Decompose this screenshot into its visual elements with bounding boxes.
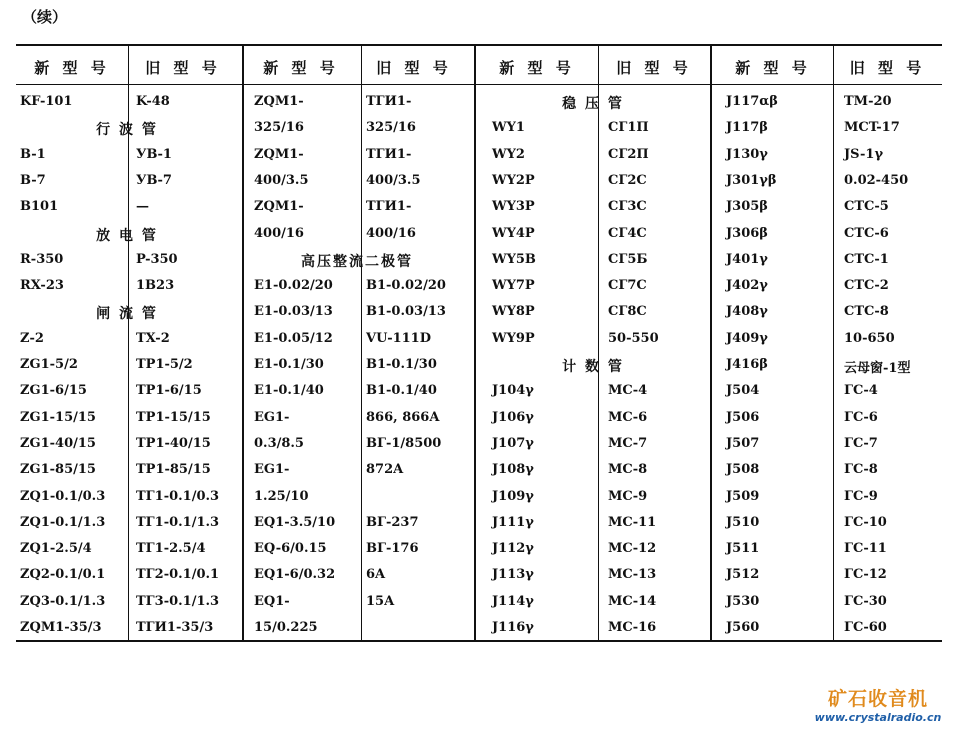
old-model-cell: TP1-15/15	[136, 409, 211, 425]
new-model-cell: J530	[726, 593, 760, 609]
old-model-cell: MC-14	[608, 593, 657, 609]
section-heading: 高压整流二极管	[301, 253, 413, 270]
old-model-cell: TГИ1-	[366, 146, 412, 162]
old-model-cell: MC-12	[608, 541, 657, 557]
new-model-cell: ZQ3-0.1/1.3	[20, 593, 106, 609]
old-model-cell: ГC-6	[844, 409, 878, 425]
new-model-cell: J117αβ	[726, 94, 778, 109]
old-model-cell: CГ2C	[608, 172, 647, 188]
old-model-cell: —	[136, 199, 149, 215]
old-model-cell: ГC-30	[844, 593, 887, 609]
old-model-cell: ГC-4	[844, 383, 878, 399]
new-model-cell: EQ-6/0.15	[254, 541, 327, 557]
old-model-cell: CГ2П	[608, 146, 649, 162]
old-model-cell: TP1-5/2	[136, 357, 193, 372]
old-model-cell: K-48	[136, 94, 170, 109]
new-model-cell: 15/0.225	[254, 620, 318, 635]
old-model-cell: 10-650	[844, 330, 895, 346]
old-model-cell: ГC-10	[844, 514, 887, 530]
new-model-cell: J508	[726, 462, 760, 478]
section-heading: 计 数 管	[562, 359, 624, 375]
old-model-cell: TP1-85/15	[136, 462, 211, 478]
header-old-model-4: 旧 型 号	[849, 59, 926, 77]
new-model-cell: J305β	[726, 199, 768, 215]
new-model-cell: ZG1-15/15	[20, 409, 96, 425]
column-divider	[361, 44, 362, 642]
section-heading: 稳 压 管	[562, 96, 624, 112]
old-model-cell: ГC-8	[844, 462, 878, 478]
new-model-cell: WY1	[492, 120, 525, 136]
new-model-cell: ZG1-40/15	[20, 435, 96, 451]
new-model-cell: RX-23	[20, 278, 64, 294]
watermark-title: 矿石收音机	[827, 688, 928, 710]
new-model-cell: ZQM1-	[254, 94, 304, 109]
old-model-cell: B1-0.1/40	[366, 383, 437, 399]
new-model-cell: ZG1-85/15	[20, 462, 96, 478]
column-divider	[474, 44, 476, 642]
new-model-cell: B-1	[20, 146, 46, 162]
column-divider	[242, 44, 244, 642]
old-model-cell: CTC-5	[844, 199, 889, 215]
old-model-cell: TP1-6/15	[136, 383, 202, 399]
new-model-cell: EG1-	[254, 409, 290, 425]
new-model-cell: ZQ2-0.1/0.1	[20, 567, 106, 583]
old-model-cell: 400/16	[366, 225, 416, 241]
new-model-cell: J560	[726, 620, 760, 635]
new-model-cell: J510	[726, 514, 760, 530]
old-model-cell: B1-0.1/30	[366, 357, 437, 372]
old-model-cell: ГC-12	[844, 567, 887, 583]
new-model-cell: J409γ	[726, 330, 768, 346]
new-model-cell: ZG1-6/15	[20, 383, 87, 399]
old-model-cell: 50-550	[608, 330, 659, 346]
old-model-cell: TГ1-0.1/0.3	[136, 488, 220, 504]
old-model-cell: MC-6	[608, 409, 648, 425]
old-model-cell: CГ5Б	[608, 251, 648, 267]
new-model-cell: WY2	[492, 146, 525, 162]
old-model-cell: 872A	[366, 462, 404, 478]
new-model-cell: ZQM1-35/3	[20, 620, 102, 635]
new-model-cell: WY3P	[492, 199, 535, 215]
new-model-cell: J509	[726, 488, 760, 504]
new-model-cell: J507	[726, 435, 760, 451]
new-model-cell: E1-0.05/12	[254, 330, 333, 346]
old-model-cell: 15A	[366, 593, 395, 609]
new-model-cell: J301γβ	[726, 172, 777, 188]
old-model-cell: B1-0.02/20	[366, 278, 446, 294]
new-model-cell: J401γ	[726, 251, 768, 267]
new-model-cell: J512	[726, 567, 760, 583]
column-divider	[598, 44, 599, 642]
old-model-cell: 325/16	[366, 120, 416, 136]
old-model-cell: CTC-8	[844, 304, 889, 320]
new-model-cell: WY5B	[492, 251, 536, 267]
header-new-model-2: 新 型 号	[263, 59, 339, 77]
new-model-cell: B101	[20, 199, 59, 215]
new-model-cell: J408γ	[726, 304, 768, 320]
section-heading: 行 波 管	[96, 122, 158, 139]
header-new-model-3: 新 型 号	[499, 59, 575, 77]
header-old-model-3: 旧 型 号	[616, 59, 692, 77]
old-model-cell: 6A	[366, 567, 386, 583]
new-model-cell: EQ1-6/0.32	[254, 567, 336, 583]
old-model-cell: CTC-1	[844, 251, 889, 267]
new-model-cell: J111γ	[492, 514, 534, 530]
old-model-cell: MC-16	[608, 620, 657, 635]
column-divider	[710, 44, 712, 642]
new-model-cell: E1-0.03/13	[254, 304, 333, 320]
new-model-cell: E1-0.02/20	[254, 278, 333, 294]
section-heading: 放 电 管	[96, 227, 158, 244]
site-watermark-logo	[803, 684, 953, 724]
continued-label: （续）	[22, 8, 68, 26]
new-model-cell: J107γ	[492, 435, 534, 451]
old-model-cell: TГ3-0.1/1.3	[136, 593, 220, 609]
section-heading: 闸 流 管	[96, 306, 158, 323]
old-model-cell: MC-11	[608, 514, 657, 530]
old-model-cell: TX-2	[136, 330, 170, 346]
new-model-cell: E1-0.1/30	[254, 357, 324, 372]
old-model-cell: УВ-1	[136, 146, 172, 162]
new-model-cell: J109γ	[492, 488, 534, 504]
old-model-cell: TГ1-2.5/4	[136, 541, 206, 557]
new-model-cell: J106γ	[492, 409, 534, 425]
new-model-cell: 325/16	[254, 120, 304, 136]
new-model-cell: WY7P	[492, 278, 535, 294]
new-model-cell: WY4P	[492, 225, 535, 241]
new-model-cell: WY2P	[492, 172, 535, 188]
column-divider	[833, 44, 834, 642]
new-model-cell: EG1-	[254, 462, 290, 478]
old-model-cell: 0.02-450	[844, 172, 909, 188]
old-model-cell: CГ1П	[608, 120, 649, 136]
new-model-cell: J130γ	[726, 146, 768, 162]
old-model-cell: CTC-6	[844, 225, 889, 241]
old-model-cell: УВ-7	[136, 172, 172, 188]
old-model-cell: MC-7	[608, 435, 648, 451]
old-model-cell: CTC-2	[844, 278, 889, 294]
new-model-cell: J108γ	[492, 462, 534, 478]
new-model-cell: ZG1-5/2	[20, 357, 78, 372]
new-model-cell: KF-101	[20, 94, 73, 109]
old-model-cell: CГ3C	[608, 199, 647, 215]
header-old-model-1: 旧 型 号	[145, 59, 221, 77]
old-model-cell: BГ-237	[366, 514, 419, 530]
old-model-cell: 400/3.5	[366, 172, 421, 188]
new-model-cell: J416β	[726, 357, 768, 372]
old-model-cell: B1-0.03/13	[366, 304, 446, 320]
new-model-cell: J117β	[726, 120, 768, 136]
new-model-cell: 400/3.5	[254, 172, 309, 188]
old-model-cell: MC-13	[608, 567, 657, 583]
old-model-cell: MC-4	[608, 383, 648, 399]
new-model-cell: ZQ1-0.1/0.3	[20, 488, 106, 504]
old-model-cell: MC-9	[608, 488, 648, 504]
old-model-cell: CГ8C	[608, 304, 647, 320]
old-model-cell: 1B23	[136, 278, 175, 294]
new-model-cell: J114γ	[492, 593, 534, 609]
old-model-cell: 云母窗-1型	[844, 361, 911, 376]
old-model-cell: MC-8	[608, 462, 648, 478]
new-model-cell: ZQ1-0.1/1.3	[20, 514, 106, 530]
old-model-cell: BГ-176	[366, 541, 419, 557]
new-model-cell: ZQ1-2.5/4	[20, 541, 92, 557]
new-model-cell: J104γ	[492, 383, 534, 399]
new-model-cell: R-350	[20, 251, 64, 267]
new-model-cell: J506	[726, 409, 760, 425]
old-model-cell: MCT-17	[844, 120, 900, 136]
new-model-cell: WY8P	[492, 304, 535, 320]
old-model-cell: ГC-11	[844, 541, 887, 557]
new-model-cell: J511	[726, 541, 760, 557]
old-model-cell: TГ1-0.1/1.3	[136, 514, 220, 530]
new-model-cell: Z-2	[20, 330, 44, 346]
old-model-cell: ГC-7	[844, 435, 878, 451]
old-model-cell: TP1-40/15	[136, 435, 211, 451]
new-model-cell: J116γ	[492, 620, 534, 635]
new-model-cell: 400/16	[254, 225, 304, 241]
table-top-rule	[16, 44, 942, 46]
new-model-cell: J306β	[726, 225, 768, 241]
old-model-cell: JS-1γ	[844, 146, 884, 162]
new-model-cell: EQ1-3.5/10	[254, 514, 336, 530]
new-model-cell: EQ1-	[254, 593, 290, 609]
old-model-cell: TГ2-0.1/0.1	[136, 567, 220, 583]
old-model-cell: CГ7C	[608, 278, 647, 294]
new-model-cell: J504	[726, 383, 760, 399]
new-model-cell: 0.3/8.5	[254, 435, 304, 451]
old-model-cell: VU-111D	[366, 330, 431, 346]
old-model-cell: P-350	[136, 251, 178, 267]
old-model-cell: TГИ1-	[366, 199, 412, 215]
new-model-cell: J112γ	[492, 541, 534, 557]
header-old-model-2: 旧 型 号	[376, 59, 452, 77]
header-bottom-rule	[16, 84, 942, 85]
old-model-cell: TГИ1-	[366, 94, 412, 109]
header-new-model-1: 新 型 号	[34, 59, 110, 77]
table-bottom-rule	[16, 640, 942, 642]
new-model-cell: WY9P	[492, 330, 535, 346]
new-model-cell: ZQM1-	[254, 146, 304, 162]
new-model-cell: J113γ	[492, 567, 534, 583]
new-model-cell: ZQM1-	[254, 199, 304, 215]
old-model-cell: ГC-9	[844, 488, 878, 504]
new-model-cell: J402γ	[726, 278, 768, 294]
new-model-cell: B-7	[20, 172, 46, 188]
new-model-cell: 1.25/10	[254, 488, 309, 504]
old-model-cell: TM-20	[844, 94, 892, 109]
old-model-cell: ГC-60	[844, 620, 887, 635]
old-model-cell: TГИ1-35/3	[136, 620, 214, 635]
watermark-url: www.crystalradio.cn	[814, 711, 942, 724]
old-model-cell: 866, 866A	[366, 409, 440, 425]
new-model-cell: E1-0.1/40	[254, 383, 324, 399]
old-model-cell: CГ4C	[608, 225, 647, 241]
header-new-model-4: 新 型 号	[735, 59, 811, 77]
old-model-cell: BГ-1/8500	[366, 435, 442, 451]
